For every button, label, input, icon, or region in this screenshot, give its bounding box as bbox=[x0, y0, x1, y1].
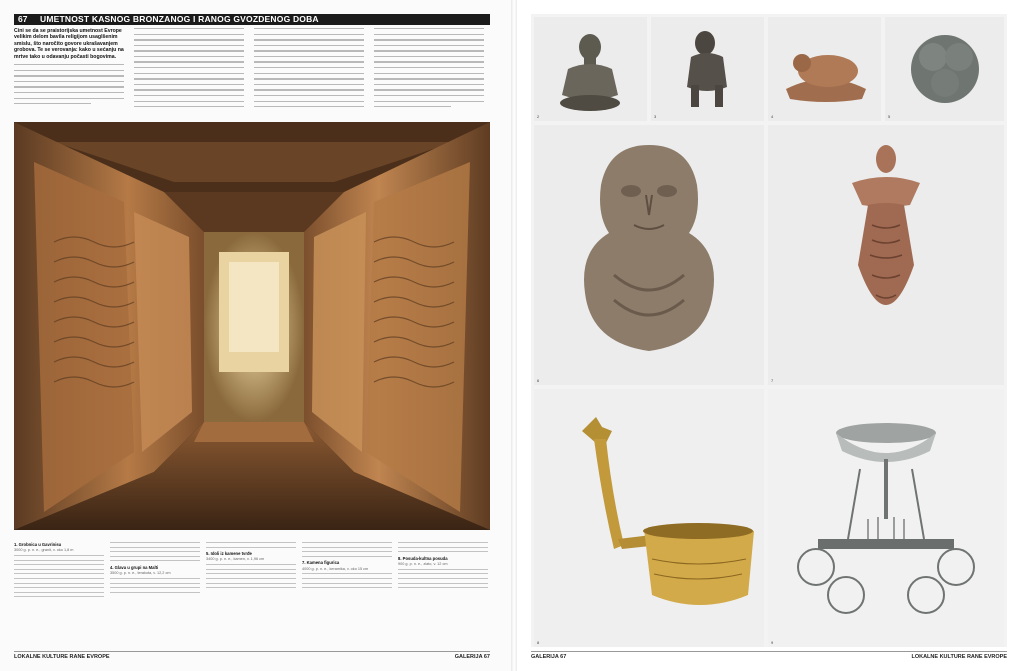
text-column bbox=[374, 28, 484, 118]
caption-title: 4. Glava u grupi na Malti bbox=[110, 564, 159, 570]
panel-number: 8 bbox=[537, 640, 540, 645]
footer-gallery-number: GALERIJA 67 bbox=[454, 654, 490, 660]
right-footer bbox=[531, 651, 1007, 661]
panel-number: 6 bbox=[537, 378, 540, 383]
reclining-figurine-panel bbox=[768, 17, 881, 121]
footer-running-title: LOKALNE KULTURE RANE EVROPE bbox=[911, 654, 1007, 660]
intro-text-columns bbox=[14, 28, 484, 118]
tomb-corridor-photo bbox=[14, 122, 490, 530]
footer-running-title: LOKALNE KULTURE RANE EVROPE bbox=[14, 654, 110, 660]
panel-number: 5 bbox=[888, 114, 891, 119]
caption-meta: 3500 g. p. n. e., terakota, v. 12,2 cm bbox=[110, 571, 171, 576]
text-column bbox=[134, 28, 244, 118]
caption-meta: 3000 g. p. n. e., granit, v. oko 1,8 m bbox=[14, 548, 74, 553]
panel-number: 7 bbox=[771, 378, 774, 383]
seated-figurine-panel bbox=[534, 17, 647, 121]
caption-title: 1. Grobnica u Gavrinisu bbox=[14, 542, 62, 547]
stone-idol-panel bbox=[534, 125, 764, 385]
text-column bbox=[14, 28, 124, 118]
chapter-header bbox=[14, 14, 490, 25]
text-column bbox=[254, 28, 364, 118]
caption-title: 7. Kamena figurica bbox=[302, 560, 340, 566]
chapter-title: UMETNOST KASNOG BRONZANOG I RANOG GVOZDENOG DOBA bbox=[40, 14, 319, 24]
caption-columns bbox=[14, 542, 490, 648]
panel-number: 3 bbox=[654, 114, 657, 119]
caption-meta: 900 g. p. n. e., zlato, v. 12 cm bbox=[398, 561, 448, 566]
panel-number: 9 bbox=[771, 640, 774, 645]
golden-cup-panel bbox=[534, 389, 764, 647]
chapter-number: 67 bbox=[18, 14, 28, 24]
thinker-figurine-panel bbox=[651, 17, 764, 121]
caption bbox=[14, 542, 104, 648]
caption-meta: 4000 g. p. n. e., keramika, v. oko 15 cm bbox=[302, 566, 369, 571]
caption bbox=[302, 542, 392, 648]
cult-wagon-panel bbox=[768, 389, 1004, 647]
caption-meta: 3400 g. p. n. e., kamen, v. 1,96 cm bbox=[206, 557, 265, 562]
panel-number: 4 bbox=[771, 114, 774, 119]
carved-stone-ball-panel bbox=[885, 17, 1004, 121]
caption bbox=[398, 542, 488, 648]
panel-number: 2 bbox=[537, 114, 540, 119]
caption-title: 8. Posuda-kultna posuda bbox=[398, 555, 448, 561]
clay-female-idol-panel bbox=[768, 125, 1004, 385]
caption-title: 5. Idoli iz kamene tvrđe bbox=[206, 551, 252, 557]
caption bbox=[110, 542, 200, 648]
left-footer bbox=[14, 651, 490, 661]
lead-paragraph: Čini se da se praistorijska umetnost Evrope velikim delom bavila religijom usaglšenim smislu, što naročito govore ukrašavanjem grobova. Te se verovanja: kako u sećanju na mrtve tako u odavanju počasti bogovima. bbox=[14, 28, 124, 60]
footer-gallery-number: GALERIJA 67 bbox=[531, 654, 567, 660]
right-page bbox=[517, 0, 1024, 671]
caption bbox=[206, 542, 296, 648]
